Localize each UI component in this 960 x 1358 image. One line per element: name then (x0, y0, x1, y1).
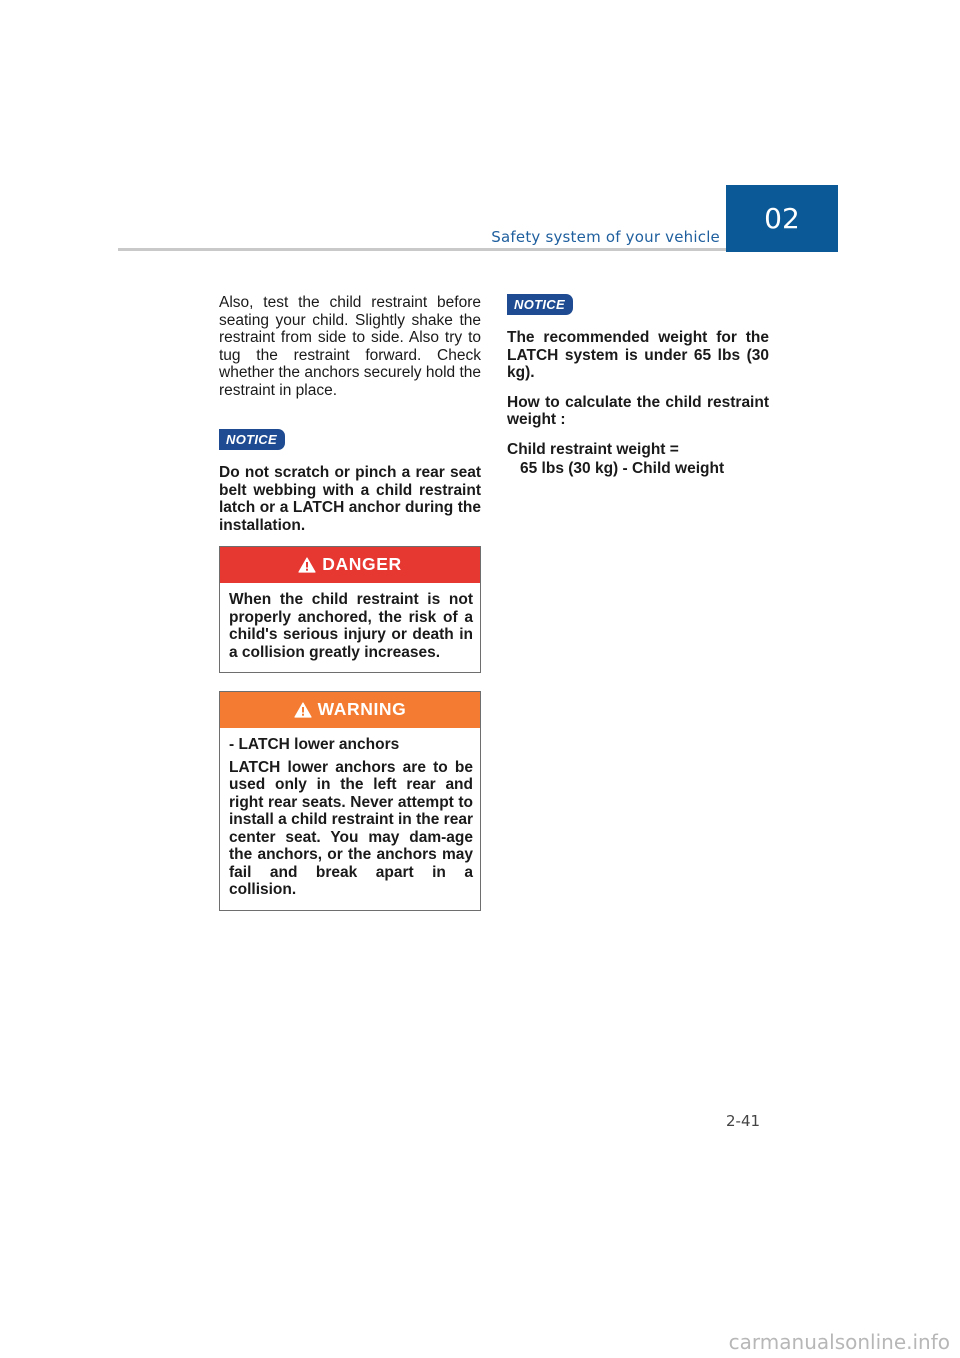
danger-body (220, 583, 480, 672)
left-column (219, 294, 481, 929)
warning-body (220, 728, 480, 910)
danger-box (219, 546, 481, 673)
page-number: 2-41 (726, 1112, 761, 1130)
danger-header (220, 547, 480, 583)
calc-heading: How to calculate the child restraint weight : (507, 393, 769, 428)
warning-text: LATCH lower anchors are to be used only in the left rear and right rear seats. Never attempt to install a child restraint in the rear center seat. You may dam-age the anchors, or the anchors may fail and break apart in a collision. (229, 758, 473, 898)
warning-heading: - LATCH lower anchors (229, 736, 400, 753)
warning-box (219, 691, 481, 911)
notice-badge: NOTICE (219, 429, 285, 450)
intro-paragraph: Also, test the child restraint before seating your child. Slightly shake the restraint from side to side. Also try to tug the restraint forward. Check whether the anchors securely hold the restraint in place. (219, 294, 481, 399)
warning-triangle-icon (298, 557, 316, 573)
notice-badge: NOTICE (507, 294, 573, 315)
section-title: Safety system of your vehicle (491, 228, 720, 246)
danger-text: When the child restraint is not properly anchored, the risk of a child's serious injury or death in a collision greatly increases. (229, 591, 473, 661)
danger-label: DANGER (322, 554, 402, 575)
warning-triangle-icon (294, 702, 312, 718)
chapter-tab: 02 (726, 185, 838, 252)
warning-header (220, 692, 480, 728)
notice-weight-text: The recommended weight for the LATCH system is under 65 lbs (30 kg). (507, 329, 769, 381)
formula-label: Child restraint weight = (507, 440, 679, 458)
watermark: carmanualsonline.info (728, 1330, 950, 1354)
formula: 65 lbs (30 kg) - Child weight (520, 460, 725, 477)
notice-text: Do not scratch or pinch a rear seat belt webbing with a child restraint latch or a LATCH anchor during the installation. (219, 464, 481, 534)
right-column (507, 294, 769, 490)
header-rule (118, 248, 726, 251)
warning-label: WARNING (317, 699, 407, 720)
